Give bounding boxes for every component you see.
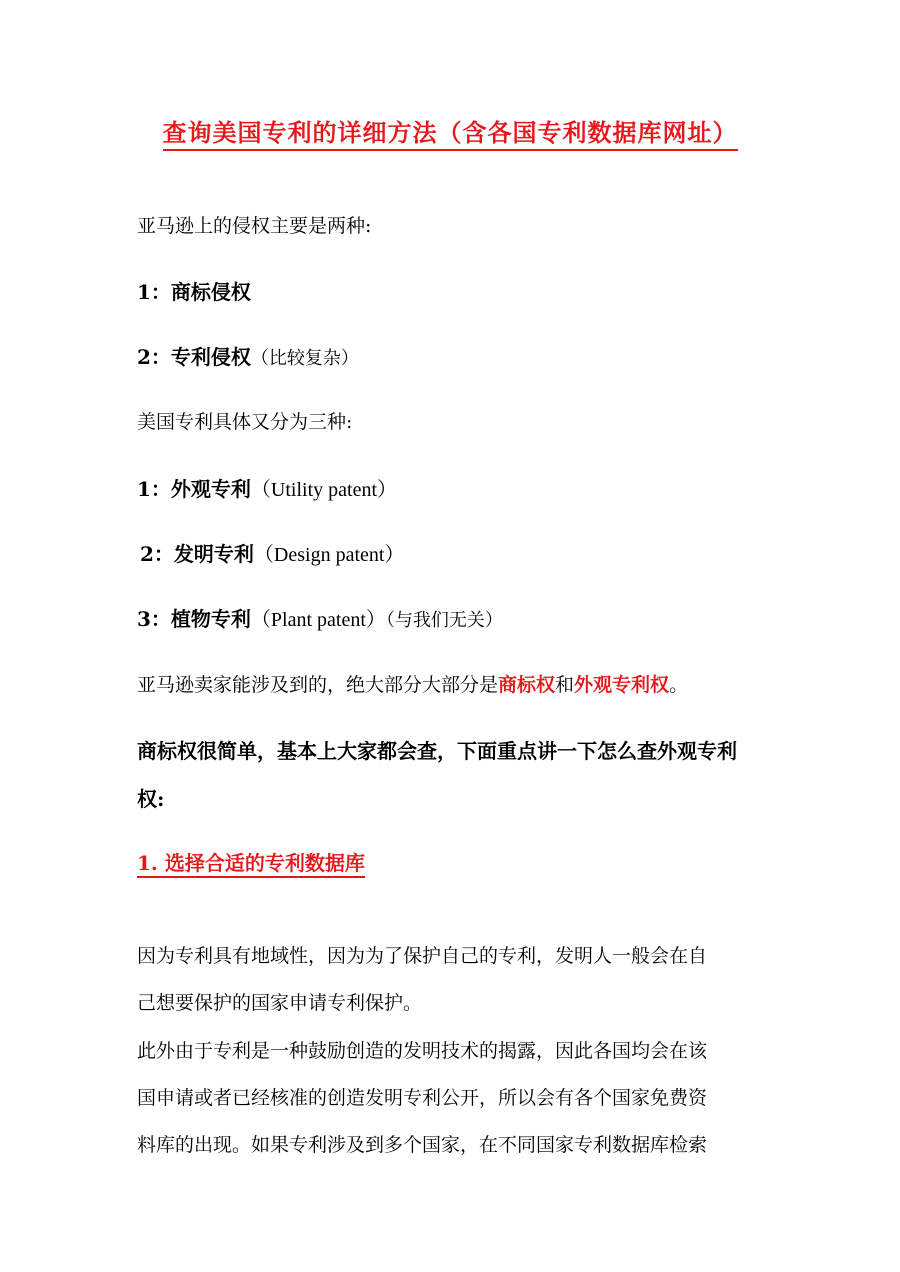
infringement-item-1 (137, 279, 251, 305)
summary-suffix: 。 (669, 674, 689, 696)
summary-line (137, 672, 688, 698)
item-english: （Plant patent） (250, 609, 386, 631)
summary-term-trademark: 商标权 (498, 674, 556, 696)
item-english: （Design patent） (253, 544, 405, 566)
paragraph-line: 己想要保护的国家申请专利保护。 (137, 992, 423, 1014)
item-name: 发明专利 (173, 542, 254, 566)
item-number: 3： (137, 607, 171, 631)
paragraph-line: 料库的出现。如果专利涉及到多个国家，在不同国家专利数据库检索 (137, 1134, 708, 1156)
document-title-text: 查询美国专利的详细方法（含各国专利数据库网址） (163, 118, 738, 151)
intro-text: 亚马逊上的侵权主要是两种: (137, 215, 372, 237)
focus-line-1: 商标权很简单，基本上大家都会查，下面重点讲一下怎么查外观专利 (137, 739, 737, 763)
paragraph-line: 国申请或者已经核准的创造发明专利公开，所以会有各个国家免费资 (137, 1087, 708, 1109)
document-title (0, 118, 900, 148)
item-english: （Utility patent） (250, 479, 398, 501)
paragraph-line: 此外由于专利是一种鼓励创造的发明技术的揭露，因此各国均会在该 (137, 1040, 708, 1062)
infringement-item-2 (137, 344, 359, 372)
summary-term-design-patent: 外观专利权 (574, 674, 670, 696)
patent-type-2 (140, 541, 404, 568)
section-heading-text: 1. 选择合适的专利数据库 (137, 851, 365, 878)
patent-intro-text: 美国专利具体又分为三种: (137, 411, 353, 433)
summary-prefix: 亚马逊卖家能涉及到的，绝大部分大部分是 (137, 674, 499, 696)
item-note: （比较复杂） (250, 348, 359, 369)
item-note: （与我们无关） (385, 610, 503, 631)
patent-type-1 (137, 476, 397, 503)
summary-joiner: 和 (555, 674, 575, 696)
patent-type-3 (137, 606, 503, 634)
paragraph-line: 因为专利具有地域性，因为为了保护自己的专利，发明人一般会在自 (137, 945, 708, 967)
item-number: 1： (137, 280, 171, 304)
item-name: 专利侵权 (170, 345, 251, 369)
item-number: 2： (137, 345, 171, 369)
item-name: 植物专利 (170, 607, 251, 631)
item-name: 外观专利 (170, 477, 251, 501)
item-number: 1： (137, 477, 171, 501)
item-name: 商标侵权 (170, 280, 251, 304)
focus-line-2: 权: (137, 787, 165, 811)
section-heading (137, 850, 365, 876)
item-number: 2： (140, 542, 174, 566)
